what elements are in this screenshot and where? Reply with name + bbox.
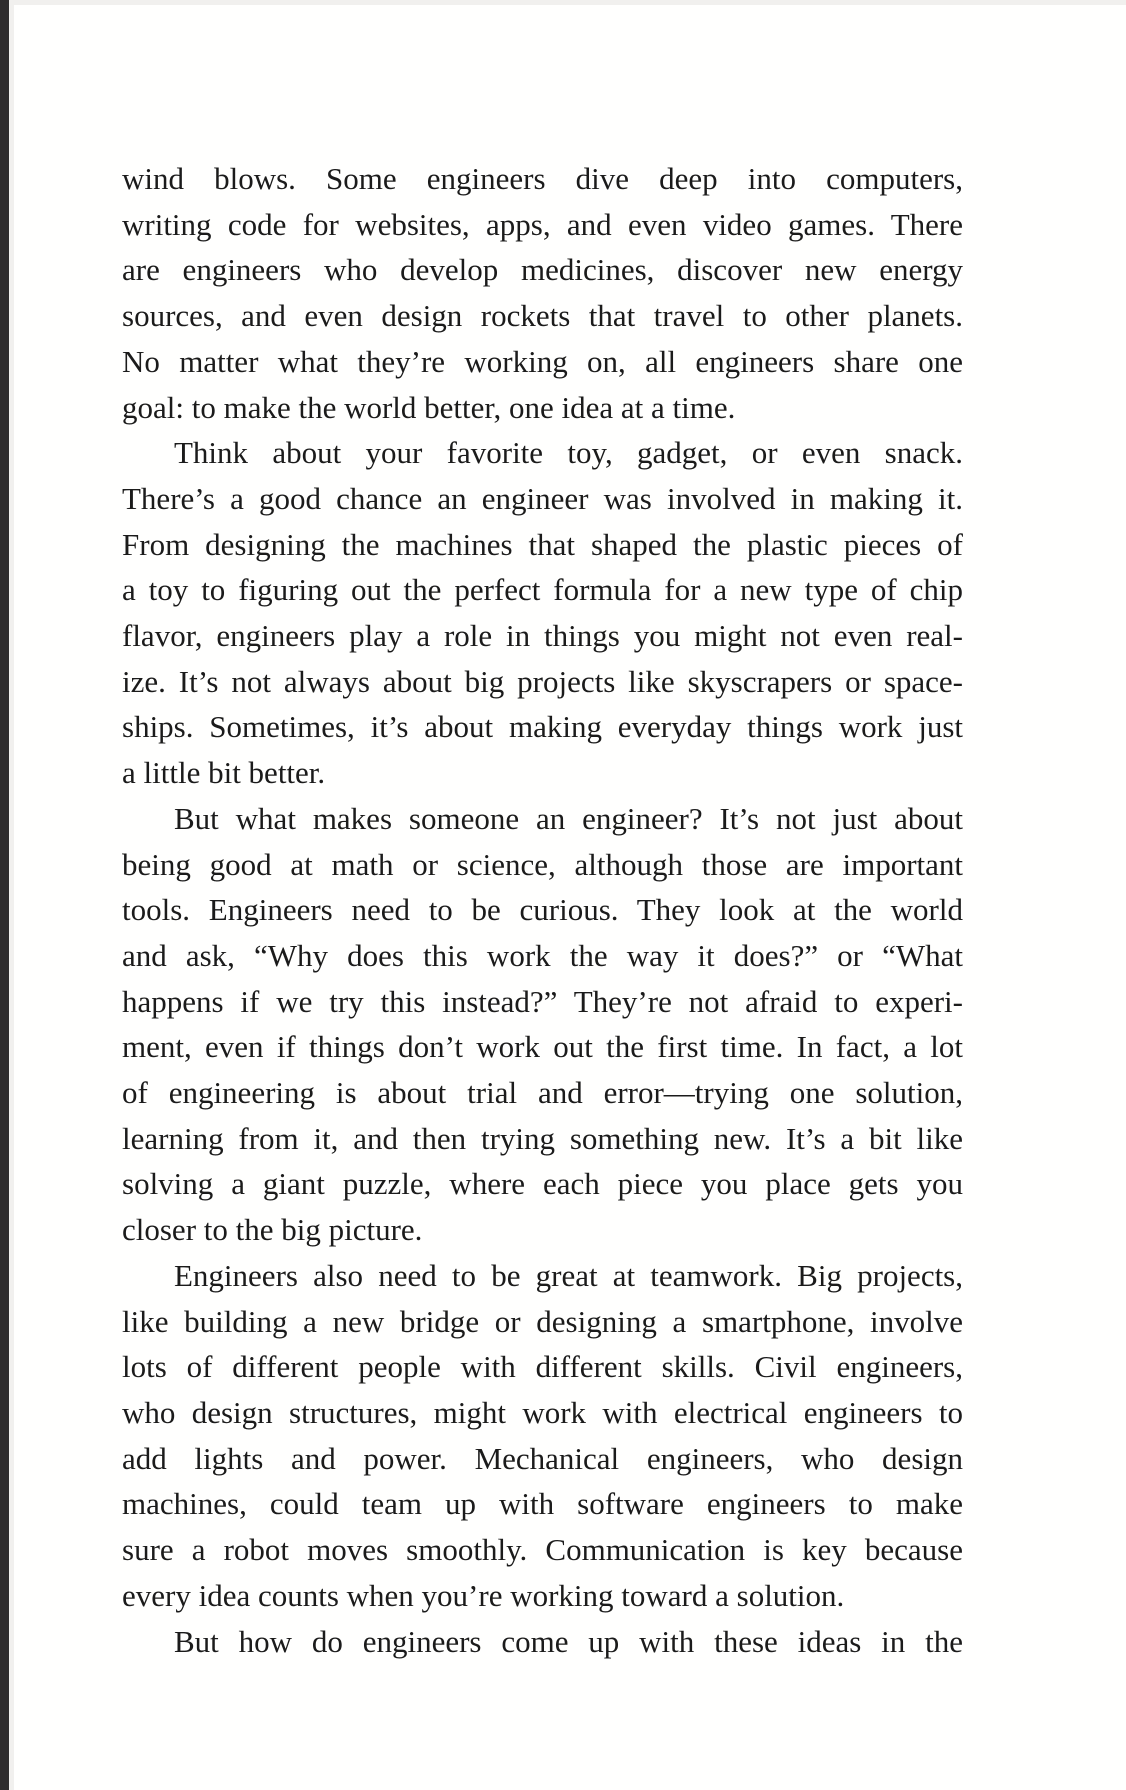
text-line: solving a giant puzzle, where each piece you place gets you	[122, 1166, 963, 1202]
text-line: ize. It’s not always about big projects like skyscrapers or space-	[122, 663, 963, 699]
text-line: are engineers who develop medicines, discover new energy	[122, 252, 963, 288]
paragraph	[122, 430, 963, 796]
text-line: lots of different people with different skills. Civil engineers,	[122, 1349, 963, 1385]
text-line: happens if we try this instead?” They’re not afraid to experi-	[122, 983, 963, 1019]
text-line: machines, could team up with software engineers to make	[122, 1486, 963, 1522]
text-line: Engineers also need to be great at teamwork. Big projects,	[174, 1257, 963, 1293]
paragraph	[122, 796, 963, 1253]
text-line: every idea counts when you’re working toward a solution.	[122, 1577, 845, 1613]
text-line: add lights and power. Mechanical engineers, who design	[122, 1440, 963, 1476]
text-line: wind blows. Some engineers dive deep into computers,	[122, 161, 963, 196]
text-line: From designing the machines that shaped the plastic pieces of	[122, 526, 963, 562]
text-line: tools. Engineers need to be curious. They look at the world	[122, 892, 963, 928]
text-line: closer to the big picture.	[122, 1212, 423, 1248]
text-line: ment, even if things don’t work out the first time. In fact, a lot	[122, 1029, 963, 1065]
text-line: But what makes someone an engineer? It’s not just about	[174, 800, 963, 836]
paragraph	[122, 156, 963, 430]
text-line: Think about your favorite toy, gadget, or even snack.	[174, 435, 963, 471]
book-page	[14, 5, 1126, 1790]
text-line: goal: to make the world better, one idea at a time.	[122, 389, 736, 425]
text-line: writing code for websites, apps, and even video games. There	[122, 206, 963, 242]
text-line: But how do engineers come up with these ideas in the	[174, 1623, 963, 1659]
text-line: a little bit better.	[122, 755, 326, 791]
text-line: sure a robot moves smoothly. Communication is key because	[122, 1532, 963, 1568]
window-edge-bar	[0, 0, 9, 1790]
text-line: who design structures, might work with electrical engineers to	[122, 1394, 963, 1430]
text-line: and ask, “Why does this work the way it does?” or “What	[122, 937, 963, 973]
text-line: No matter what they’re working on, all engineers share one	[122, 343, 963, 379]
paragraph	[122, 1619, 963, 1665]
text-line: learning from it, and then trying something new. It’s a bit like	[122, 1120, 963, 1156]
text-line: being good at math or science, although those are important	[122, 846, 963, 882]
text-line: flavor, engineers play a role in things you might not even real-	[122, 618, 963, 654]
text-line: of engineering is about trial and error—trying one solution,	[122, 1075, 963, 1111]
text-line: There’s a good chance an engineer was involved in making it.	[122, 480, 963, 516]
text-column	[122, 156, 963, 1664]
text-line: like building a new bridge or designing a smartphone, involve	[122, 1303, 963, 1339]
text-line: a toy to figuring out the perfect formula for a new type of chip	[122, 572, 963, 608]
text-line: sources, and even design rockets that travel to other planets.	[122, 298, 963, 334]
paragraph	[122, 1253, 963, 1619]
text-line: ships. Sometimes, it’s about making everyday things work just	[122, 709, 963, 745]
